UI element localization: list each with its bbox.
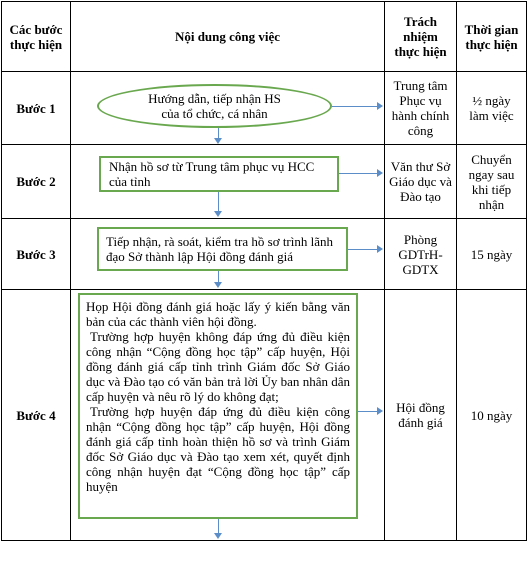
arrow-right-icon — [377, 102, 383, 110]
header-time: Thời gian thực hiện — [457, 2, 527, 72]
table-row — [2, 219, 527, 290]
content-cell — [71, 72, 385, 145]
header-responsibility: Trách nhiệm thực hiện — [385, 2, 457, 72]
time-cell: Chuyển ngay sau khi tiếp nhận — [457, 145, 527, 219]
step-4-box — [78, 293, 358, 519]
step-label: Bước 2 — [2, 145, 71, 219]
table-row — [2, 145, 527, 219]
paragraph: Trường hợp huyện không đáp ứng đủ điều kiện công nhận “Cộng đồng học tập” cấp huyện, Hội đồng đánh giá cấp tỉnh trình Giám đốc Sở Giáo dục và Đào tạo có văn bản trả lời Ủy ban nhân dân cấp huyện và nêu rõ lý do không đạt; — [86, 329, 350, 404]
paragraph: Trường hợp huyện đáp ứng đủ điều kiện công nhận “Cộng đồng học tập” cấp huyện, Hội đồng đánh giá cấp tỉnh hoàn thiện hồ sơ và trình Giám đốc Sở Giáo dục và Đào tạo xem xét, quyết định công nhận huyện đạt “Cộng đồng học tập” cấp huyện — [86, 404, 350, 494]
responsibility-cell: Trung tâm Phục vụ hành chính công — [385, 72, 457, 145]
step-label: Bước 4 — [2, 290, 71, 541]
content-cell — [71, 290, 385, 541]
arrow-right-icon — [377, 169, 383, 177]
time-cell: 10 ngày — [457, 290, 527, 541]
content-cell — [71, 145, 385, 219]
content-cell — [71, 219, 385, 290]
arrow-right-icon — [377, 245, 383, 253]
arrow-down-icon — [214, 282, 222, 288]
responsibility-cell: Văn thư Sở Giáo dục và Đào tạo — [385, 145, 457, 219]
header-content: Nội dung công việc — [71, 2, 385, 72]
table-row — [2, 290, 527, 541]
arrow-down-icon — [214, 533, 222, 539]
step-label: Bước 1 — [2, 72, 71, 145]
header-row — [2, 2, 527, 72]
arrow-down-icon — [214, 138, 222, 144]
step-label: Bước 3 — [2, 219, 71, 290]
arrow-down-icon — [214, 211, 222, 217]
time-cell: 15 ngày — [457, 219, 527, 290]
step-3-box: Tiếp nhận, rà soát, kiểm tra hồ sơ trình lãnh đạo Sở thành lập Hội đồng đánh giá — [97, 227, 348, 271]
start-oval: Hướng dẫn, tiếp nhận HS của tổ chức, cá nhân — [97, 84, 332, 128]
paragraph: Họp Hội đồng đánh giá hoặc lấy ý kiến bằng văn bản của các thành viên hội đồng. — [86, 299, 350, 329]
step-2-box: Nhận hồ sơ từ Trung tâm phục vụ HCC của tỉnh — [99, 156, 339, 192]
procedure-table — [1, 1, 527, 541]
responsibility-cell: Phòng GDTrH-GDTX — [385, 219, 457, 290]
responsibility-cell: Hội đồng đánh giá — [385, 290, 457, 541]
arrow-right-icon — [377, 407, 383, 415]
table-row — [2, 72, 527, 145]
time-cell: ½ ngày làm việc — [457, 72, 527, 145]
header-steps: Các bước thực hiện — [2, 2, 71, 72]
